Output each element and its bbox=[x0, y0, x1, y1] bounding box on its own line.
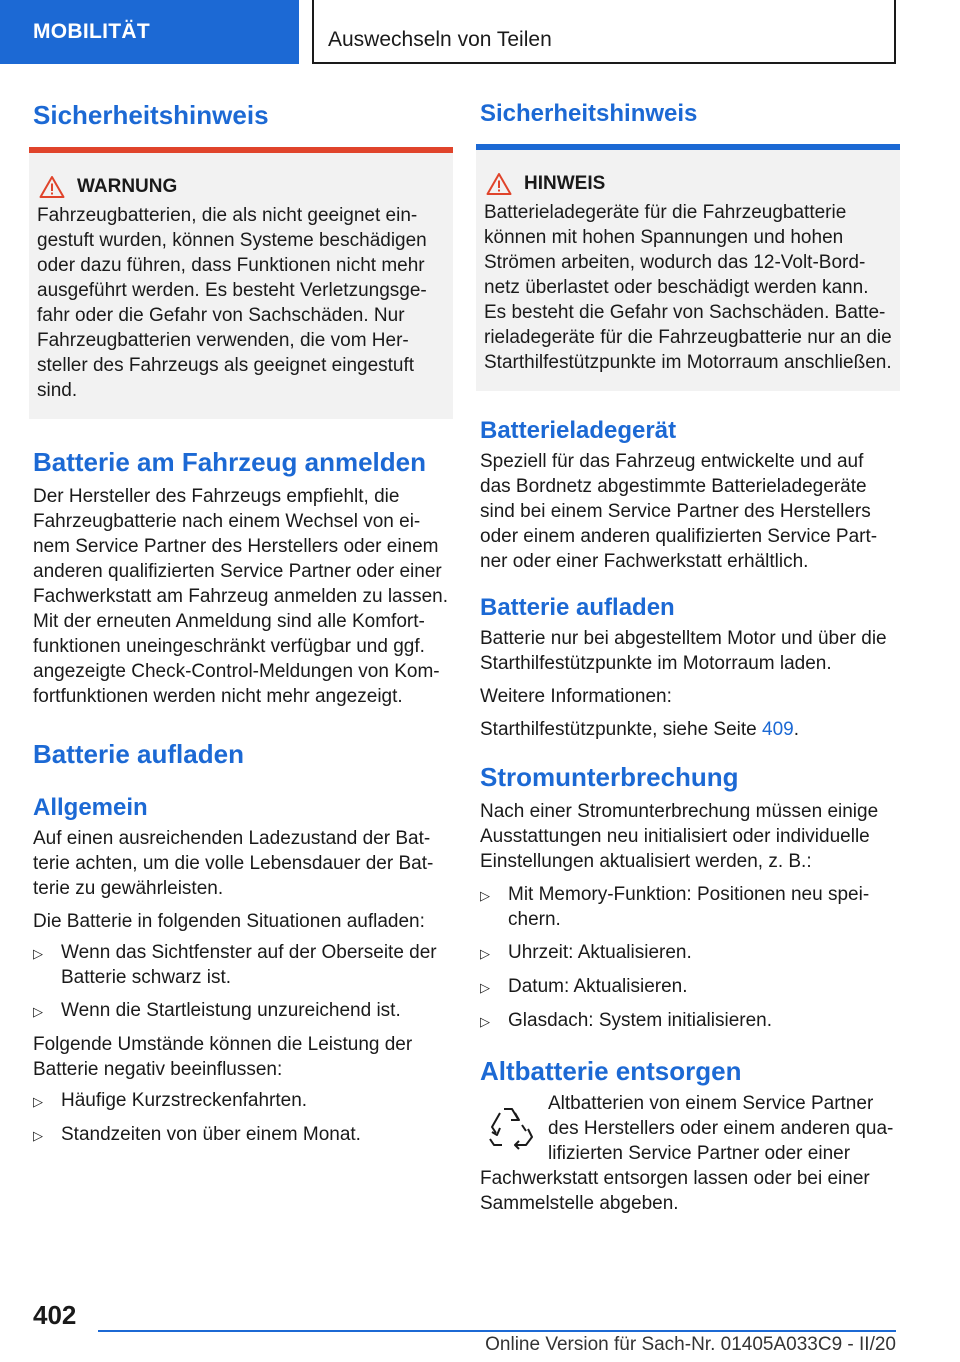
page-link[interactable]: 409 bbox=[762, 719, 794, 740]
warning-label: WARNUNG bbox=[77, 176, 178, 197]
charge-heading: Batterie aufladen bbox=[33, 739, 244, 769]
triangle-bullet-icon: ▷ bbox=[480, 888, 490, 903]
triangle-bullet-icon: ▷ bbox=[33, 946, 43, 961]
charge-text: Batterie nur bei abgestelltem Motor und über die Starthilfestützpunkte im Motorraum laden. bbox=[480, 628, 887, 674]
register-text: Der Hersteller des Fahrzeugs empfiehlt, die Fahrzeugbatterie nach einem Wechsel von einem Service Partner des Herstellers oder einem anderen qualifizierten Service Partner oder einer Fachwerkstatt am Fahrzeug anmelden zu lassen. Mit der erneuten Anmeldung sind alle Komfortfunktionen uneingeschränkt verfügbar und ggf. angezeigte Check-Control-Meldungen von Komfortfunktionen werden nicht mehr angezeigt. bbox=[33, 486, 449, 707]
list-item bbox=[33, 1122, 449, 1148]
charger-text: Speziell für das Fahrzeug entwickelte und auf das Bordnetz abgestimmte Batterieladegeräte sind bei einem Service Partner des Herstellers oder einem anderen qualifizierten Service Partner oder einer Fachwerkstatt erhältlich. bbox=[480, 451, 878, 572]
triangle-bullet-icon: ▷ bbox=[480, 1014, 490, 1029]
disposal-heading: Altbatterie entsorgen bbox=[480, 1056, 742, 1086]
notice-box bbox=[476, 144, 900, 391]
list-item bbox=[480, 1008, 896, 1034]
triangle-bullet-icon: ▷ bbox=[33, 1094, 43, 1109]
list-item-text: Wenn das Sichtfenster auf der Oberseite der Batterie schwarz ist. bbox=[61, 942, 437, 988]
triangle-bullet-icon: ▷ bbox=[33, 1128, 43, 1143]
safety-heading: Sicherheitshinweis bbox=[33, 100, 269, 130]
disposal-block bbox=[480, 1091, 896, 1216]
notice-label: HINWEIS bbox=[524, 173, 606, 194]
list-item-text: Häufige Kurzstreckenfahrten. bbox=[61, 1090, 308, 1111]
warning-box bbox=[29, 147, 453, 419]
list-item bbox=[33, 1088, 449, 1114]
factors-intro: Folgende Umstände können die Leistung der Batterie negativ beeinflussen: bbox=[33, 1034, 413, 1080]
list-item bbox=[33, 940, 449, 990]
more-info-label: Weitere Informationen: bbox=[480, 686, 672, 707]
general-text: Auf einen ausreichenden Ladezustand der Batterie achten, um die volle Lebensdauer der Batterie zu gewährleisten. bbox=[33, 828, 434, 899]
warning-triangle-icon bbox=[486, 172, 512, 196]
list-item-text: Uhrzeit: Aktualisieren. bbox=[508, 942, 692, 963]
reference-text: Starthilfestützpunkte, siehe Seite bbox=[480, 719, 762, 740]
register-heading: Batterie am Fahrzeug anmelden bbox=[33, 447, 426, 477]
list-item bbox=[480, 882, 896, 932]
disposal-text: Altbatterien von einem Service Partner des Herstellers oder einem anderen qualifizierten Service Partner oder einer Fachwerkstatt entsorgen lassen oder bei einer Sammelstelle abgeben. bbox=[480, 1093, 894, 1214]
list-item-text: Datum: Aktualisieren. bbox=[508, 976, 688, 997]
online-version-note: Online Version für Sach-Nr. 01405A033C9 - II/20 bbox=[485, 1334, 896, 1355]
warning-triangle-icon bbox=[39, 175, 65, 199]
triangle-bullet-icon: ▷ bbox=[480, 980, 490, 995]
triangle-bullet-icon: ▷ bbox=[480, 946, 490, 961]
page-reference bbox=[480, 717, 896, 742]
safety-heading: Sicherheitshinweis bbox=[480, 100, 698, 127]
charger-heading: Batterieladegerät bbox=[480, 417, 677, 444]
reference-end: . bbox=[793, 719, 799, 740]
notice-header bbox=[484, 172, 892, 196]
power-heading: Stromunterbrechung bbox=[480, 762, 739, 792]
triangle-bullet-icon: ▷ bbox=[33, 1004, 43, 1019]
general-heading: Allgemein bbox=[33, 794, 148, 821]
footer-divider bbox=[98, 1330, 896, 1332]
notice-text: Batterieladegeräte für die Fahrzeugbatterie können mit hohen Spannungen und hohen Strömen arbeiten, wodurch das 12-Volt-Bordnetz überlastet oder beschädigt werden kann. Es besteht die Gefahr von Sachschäden. Batterieladegeräte für die Fahrzeugbatterie nur an die Starthilfestützpunkte im Motorraum anschließen. bbox=[484, 202, 892, 373]
list-item-text: Wenn die Startleistung unzureichend ist. bbox=[61, 1000, 401, 1021]
list-item-text: Mit Memory-Funktion: Positionen neu speichern. bbox=[508, 884, 870, 930]
list-item-text: Glasdach: System initialisieren. bbox=[508, 1010, 772, 1031]
left-column bbox=[33, 100, 449, 1148]
chapter-title: Auswechseln von Teilen bbox=[312, 0, 896, 64]
list-item bbox=[480, 974, 896, 1000]
warning-text: Fahrzeugbatterien, die als nicht geeignet eingestuft wurden, können Systeme beschädigen oder dazu führen, dass Funktionen nicht mehr ausgeführt werden. Es besteht Verletzungsgefahr oder die Gefahr von Sachschäden. Nur Fahrzeugbatterien verwenden, die vom Hersteller des Fahrzeugs als geeignet eingestuft sind. bbox=[37, 205, 427, 401]
factors-list bbox=[33, 1088, 449, 1148]
list-item bbox=[33, 998, 449, 1024]
list-item-text: Standzeiten von über einem Monat. bbox=[61, 1124, 361, 1145]
power-list bbox=[480, 882, 896, 1034]
page-number: 402 bbox=[33, 1300, 77, 1330]
situations-list bbox=[33, 940, 449, 1024]
warning-header bbox=[37, 175, 445, 199]
situations-intro: Die Batterie in folgenden Situationen aufladen: bbox=[33, 911, 425, 932]
right-column bbox=[480, 100, 896, 1216]
section-tab[interactable]: MOBILITÄT bbox=[0, 0, 299, 64]
power-text: Nach einer Stromunterbrechung müssen einige Ausstattungen neu initialisiert oder individuelle Einstellungen aktualisiert werden, z. B.: bbox=[480, 801, 879, 872]
recycle-icon bbox=[482, 1099, 538, 1155]
charge-heading: Batterie aufladen bbox=[480, 594, 675, 621]
list-item bbox=[480, 940, 896, 966]
